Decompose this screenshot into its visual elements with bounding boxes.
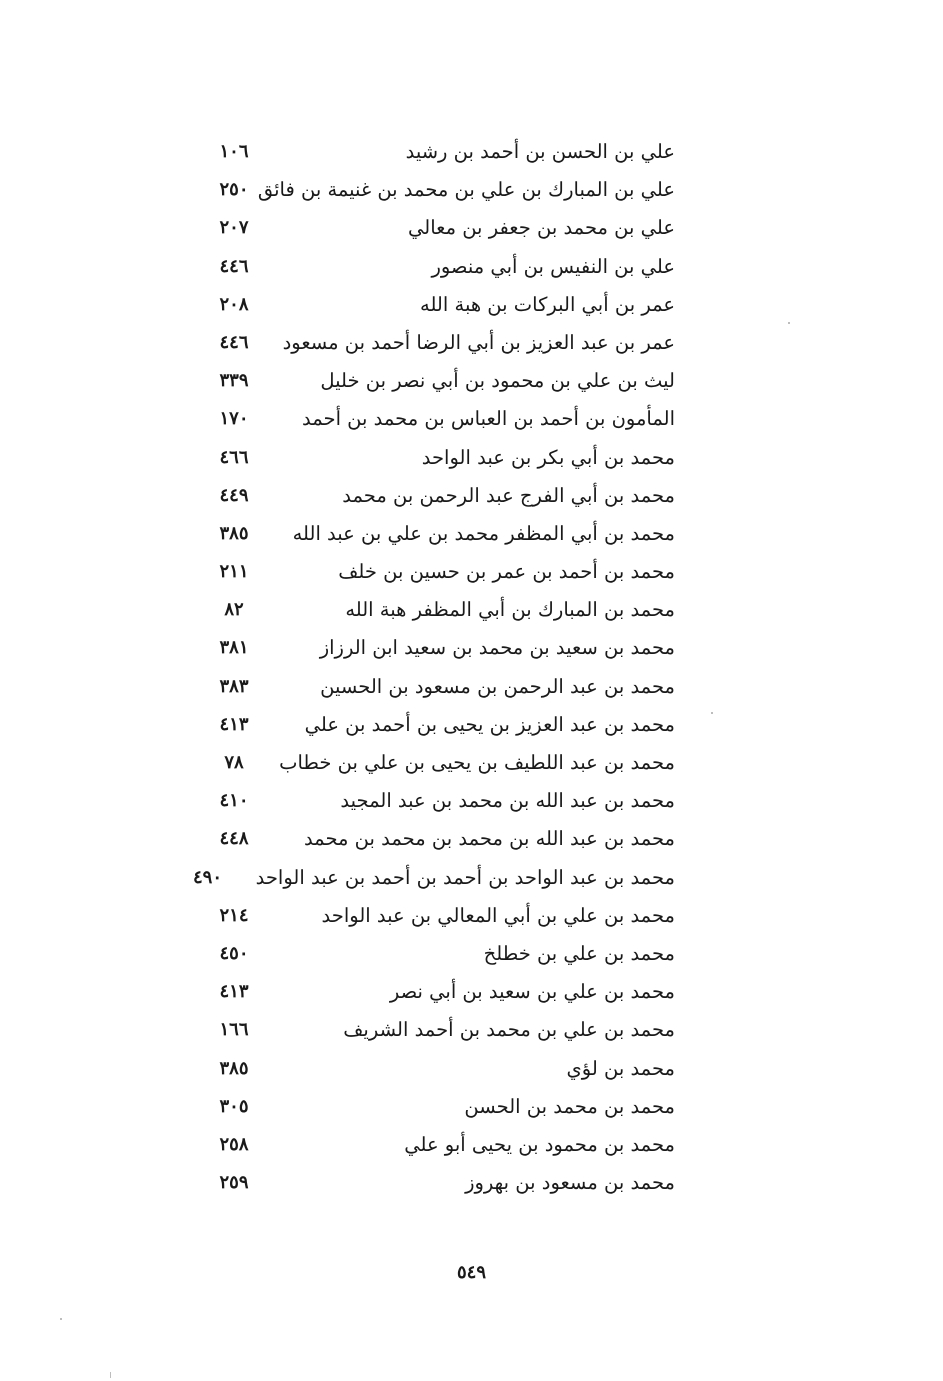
index-entry: [195, 591, 675, 629]
index-entry: [195, 744, 675, 782]
index-entry: [195, 973, 675, 1011]
entry-name: علي بن محمد بن جعفر بن معالي: [408, 216, 675, 240]
entry-page-number: ١٦٦: [219, 1019, 249, 1041]
index-entry: [195, 133, 675, 171]
entry-name: محمد بن علي بن أبي المعالي بن عبد الواحد: [321, 903, 675, 927]
entry-page-number: ٢٥٨: [219, 1133, 249, 1155]
entry-page-number: ٢٠٨: [219, 293, 249, 315]
entry-page-number: ٢٥٩: [219, 1172, 249, 1194]
entry-page-number: ٢٥٠: [219, 179, 249, 201]
entry-name: محمد بن عبد العزيز بن يحيى بن أحمد بن علي: [304, 712, 675, 736]
index-entry: [195, 629, 675, 667]
entry-name: محمد بن علي بن خطلخ: [483, 941, 675, 965]
entry-name: محمد بن عبد اللطيف بن يحيى بن علي بن خطاب: [279, 751, 675, 774]
entry-name: محمد بن أحمد بن عمر بن حسين بن خلف: [338, 560, 675, 584]
entry-name: محمد بن أبي المظفر محمد بن علي بن عبد الله: [292, 521, 675, 545]
entry-name: محمد بن محمد بن الحسن: [464, 1094, 675, 1118]
entry-name: محمد بن عبد الله بن محمد بن محمد بن محمد: [303, 827, 675, 851]
entry-page-number: ٣٨٥: [219, 522, 249, 544]
entry-page-number: ٤١٣: [219, 713, 249, 735]
entry-name: محمد بن المبارك بن أبي المظفر هبة الله: [345, 598, 675, 622]
entry-page-number: ٤١٣: [219, 981, 249, 1003]
index-entry: [195, 515, 675, 553]
entry-name: محمد بن أبي الفرج عبد الرحمن بن محمد: [342, 483, 675, 507]
entry-page-number: ٨٢: [224, 599, 244, 621]
index-entry: [195, 324, 675, 362]
entry-name: عمر بن عبد العزيز بن أبي الرضا أحمد بن مسعود: [282, 330, 675, 354]
index-entry: [195, 859, 675, 897]
entry-page-number: ٢١٤: [219, 904, 249, 926]
entry-page-number: ٣٨٥: [219, 1057, 249, 1079]
index-entry: [195, 935, 675, 973]
index-entry: [195, 1050, 675, 1088]
scan-speck: [60, 1318, 62, 1320]
index-entry: [195, 209, 675, 247]
entry-name: المأمون بن أحمد بن العباس بن محمد بن أحمد: [302, 407, 675, 431]
entry-name: محمد بن لؤي: [566, 1056, 675, 1080]
entry-page-number: ٤٩٠: [193, 866, 223, 888]
entry-name: علي بن الحسن بن أحمد بن رشيد: [405, 140, 675, 163]
index-entry: [195, 439, 675, 477]
entry-page-number: ٣٨٣: [219, 675, 249, 697]
entry-name: محمد بن عبد الله بن محمد بن عبد المجيد: [340, 789, 675, 813]
index-entry: [195, 706, 675, 744]
entry-name: محمد بن سعيد بن محمد بن سعيد ابن الرزاز: [319, 636, 675, 660]
entry-page-number: ١٠٦: [219, 141, 249, 162]
entry-page-number: ٣٣٩: [219, 370, 249, 392]
entry-page-number: ٤٤٦: [219, 331, 249, 353]
entry-page-number: ٤٦٦: [219, 446, 249, 468]
entry-name: ليث بن علي بن محمود بن أبي نصر بن خليل: [320, 369, 675, 393]
entry-page-number: ٤٤٩: [219, 484, 249, 506]
entry-page-number: ٤٤٨: [219, 828, 249, 850]
index-entry: [195, 362, 675, 400]
index-entry: [195, 248, 675, 286]
index-entry: [195, 1011, 675, 1049]
index-entry: [195, 1126, 675, 1164]
entry-name: محمد بن علي بن محمد بن أحمد الشريف: [343, 1018, 675, 1042]
scan-speck: [711, 712, 713, 714]
index-entry: [195, 897, 675, 935]
index-entry: [195, 668, 675, 706]
index-entry: [195, 286, 675, 324]
index-entry: [195, 553, 675, 591]
entry-page-number: ٤٥٠: [219, 942, 249, 964]
index-entry: [195, 1164, 675, 1202]
entry-page-number: ٢١١: [219, 561, 249, 583]
entry-page-number: ١٧٠: [219, 408, 249, 430]
scan-speck: [788, 322, 790, 324]
entry-name: محمد بن محمود بن يحيى أبو علي: [404, 1132, 675, 1156]
index-list: [195, 133, 675, 1202]
entry-name: عمر بن أبي البركات بن هبة الله: [420, 292, 675, 316]
index-entry: [195, 1088, 675, 1126]
entry-page-number: ٤٤٦: [219, 255, 249, 277]
index-entry: [195, 477, 675, 515]
entry-page-number: ٧٨: [224, 752, 244, 773]
page-number: ٥٤٩: [456, 1262, 486, 1283]
scan-speck: [110, 1372, 111, 1378]
entry-page-number: ٤١٠: [219, 790, 249, 812]
index-entry: [195, 820, 675, 858]
entry-name: محمد بن عبد الواحد بن أحمد بن أحمد بن عبد الواحد: [255, 865, 675, 889]
entry-page-number: ٢٠٧: [219, 217, 249, 239]
entry-page-number: ٣٨١: [219, 637, 249, 659]
index-entry: [195, 171, 675, 209]
entry-name: محمد بن مسعود بن بهروز: [465, 1171, 675, 1195]
index-entry: [195, 782, 675, 820]
entry-name: علي بن النفيس بن أبي منصور: [431, 254, 675, 278]
entry-name: علي بن المبارك بن علي بن محمد بن غنيمة بن فائق: [257, 178, 675, 202]
entry-name: محمد بن علي بن سعيد بن أبي نصر: [389, 980, 675, 1004]
entry-name: محمد بن أبي بكر بن عبد الواحد: [421, 445, 675, 469]
index-entry: [195, 400, 675, 438]
entry-page-number: ٣٠٥: [219, 1095, 249, 1117]
entry-name: محمد بن عبد الرحمن بن مسعود بن الحسين: [320, 674, 675, 698]
